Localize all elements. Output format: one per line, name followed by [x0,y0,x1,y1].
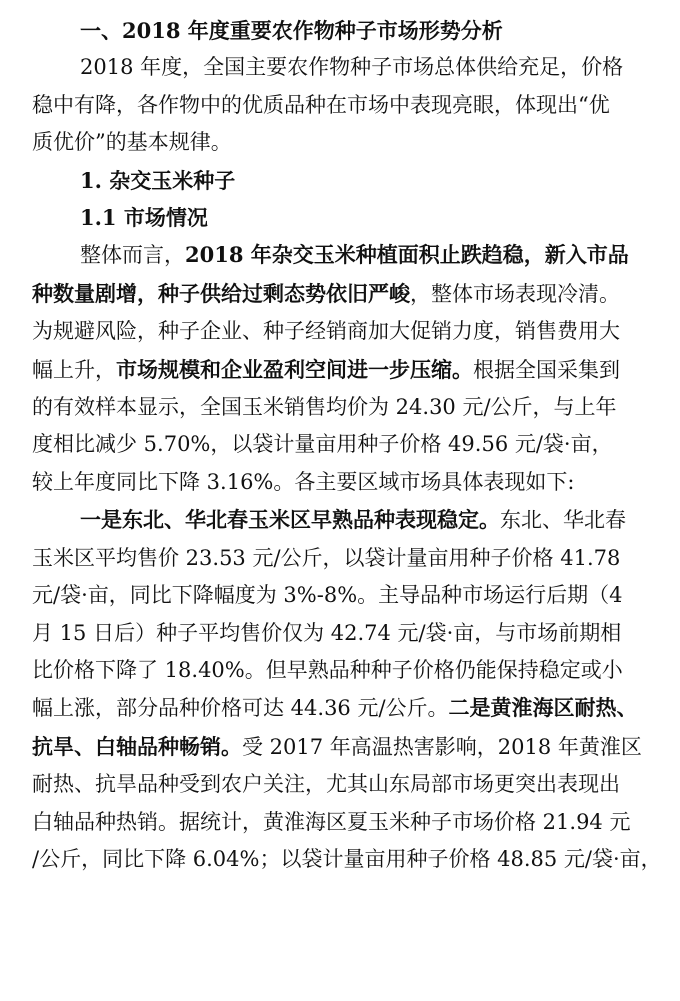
market-line-4 [32,351,648,389]
market-line-5: 的有效样本显示，全国玉米销售均价为 24.30 元/公斤，与上年 [32,395,617,420]
market-text: ，整体市场表现冷清。 [410,281,620,306]
market-line-6: 度相比减少 5.70%，以袋计量亩用种子价格 49.56 元/袋·亩， [32,432,613,457]
region-text: 幅上涨，部分品种价格可达 44.36 元/公斤。 [32,696,449,721]
market-emphasis: 种数量剧增，种子供给过剩态势依旧严峻 [32,280,410,306]
intro-line-1: 2018 年度，全国主要农作物种子市场总体供给充足，价格 [80,55,624,80]
region-line-8: 耐热、抗旱品种受到农户关注，尤其山东局部市场更突出表现出 [32,772,620,797]
market-text: 根据全国采集到 [473,357,620,382]
market-text: 幅上升， [32,357,116,382]
region-emphasis: 二是黄淮海区耐热、 [448,695,638,721]
region-emphasis: 一是东北、华北春玉米区早熟品种表现稳定。 [80,507,500,533]
region-line-7 [32,728,648,766]
region-line-1 [80,501,648,539]
region-line-6 [32,689,648,727]
market-line-1 [80,236,648,274]
market-line-7: 较上年度同比下降 3.16%。各主要区域市场具体表现如下: [32,469,575,494]
region-line-2: 玉米区平均售价 23.53 元/公斤，以袋计量亩用种子价格 41.78 [32,545,621,570]
region-text: 受 2017 年高温热害影响，2018 年黄淮区 [242,734,642,759]
region-emphasis: 抗旱、白轴品种畅销。 [32,733,242,759]
region-line-10: /公斤，同比下降 6.04%；以袋计量亩用种子价格 48.85 元/袋·亩， [32,846,662,871]
market-emphasis: 2018 年杂交玉米种植面积止跌趋稳，新入市品 [185,242,629,268]
region-text: 东北、华北春 [500,508,626,533]
intro-line-3: 质优价”的基本规律。 [32,130,232,155]
region-line-9: 白轴品种热销。据统计，黄淮海区夏玉米种子市场价格 21.94 元 [32,809,631,834]
subsubsection-heading: 1.1 市场情况 [80,205,208,231]
market-line-2 [32,275,648,313]
market-emphasis: 市场规模和企业盈利空间进一步压缩。 [116,356,473,382]
region-line-3: 元/袋·亩，同比下降幅度为 3%-8%。主导品种市场运行后期（4 [32,583,623,608]
intro-line-2: 稳中有降，各作物中的优质品种在市场中表现亮眼，体现出“优 [32,92,610,117]
region-line-4: 月 15 日后）种子平均售价仅为 42.74 元/袋·亩，与市场前期相 [32,620,622,645]
section-heading: 一、2018 年度重要农作物种子市场形势分析 [80,18,503,43]
market-text: 整体而言， [80,243,185,268]
market-line-3: 为规避风险，种子企业、种子经销商加大促销力度，销售费用大 [32,319,620,344]
subsection-heading: 1. 杂交玉米种子 [80,167,236,193]
region-line-5: 比价格下降了 18.40%。但早熟品种种子价格仍能保持稳定或小 [32,657,623,682]
